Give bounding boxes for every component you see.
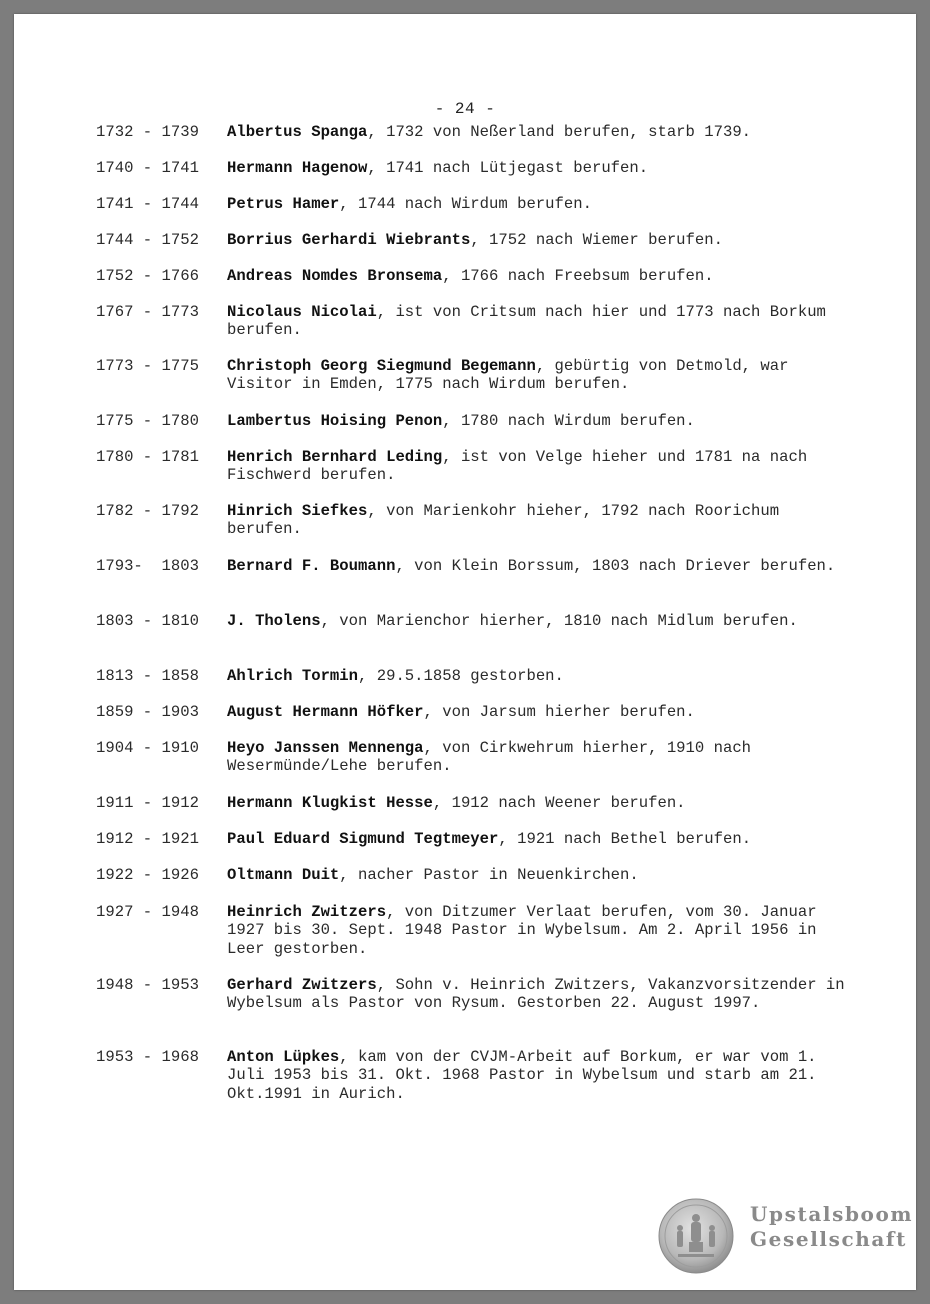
list-item xyxy=(96,667,857,685)
entry-name: Ahlrich Tormin xyxy=(227,667,359,685)
entry-text: , von Klein Borssum, 1803 nach Driever berufen. xyxy=(395,557,836,575)
list-item xyxy=(96,976,857,1013)
entry-body xyxy=(227,448,857,485)
entry-text: , 1766 nach Freebsum berufen. xyxy=(442,267,714,285)
entry-years: 1793- 1803 xyxy=(96,557,199,575)
entry-text: , von Ditzumer Verlaat berufen, vom 30. Januar 1927 bis 30. Sept. 1948 Pastor in Wybelsum. Am 2. April 1956 in Leer gestorben. xyxy=(227,903,817,958)
list-item xyxy=(96,195,857,213)
entry-years: 1953 - 1968 xyxy=(96,1048,199,1066)
list-item xyxy=(96,557,857,575)
entry-body xyxy=(227,159,857,177)
list-item xyxy=(96,412,857,430)
entry-years: 1859 - 1903 xyxy=(96,703,199,721)
entry-body xyxy=(227,794,857,812)
entry-body xyxy=(227,703,857,721)
entry-text: , 1780 nach Wirdum berufen. xyxy=(442,412,695,430)
entry-body xyxy=(227,667,857,685)
entry-name: Heinrich Zwitzers xyxy=(227,903,387,921)
document-page xyxy=(14,14,916,1290)
entry-text: , 1741 nach Lütjegast berufen. xyxy=(367,159,649,177)
entry-text: , 1921 nach Bethel berufen. xyxy=(498,830,752,848)
society-logo xyxy=(658,1198,914,1278)
entry-name: Lambertus Hoising Penon xyxy=(227,412,443,430)
entry-years: 1782 - 1792 xyxy=(96,502,199,520)
entry-name: Oltmann Duit xyxy=(227,866,340,884)
list-item xyxy=(96,448,857,485)
entry-years: 1904 - 1910 xyxy=(96,739,199,757)
entry-name: Nicolaus Nicolai xyxy=(227,303,377,321)
list-item xyxy=(96,123,857,141)
list-item xyxy=(96,794,857,812)
entry-body xyxy=(227,123,857,141)
entry-body xyxy=(227,502,857,539)
entry-name: J. Tholens xyxy=(227,612,321,630)
entry-text: , von Cirkwehrum hierher, 1910 nach Wesermünde/Lehe berufen. xyxy=(227,739,752,776)
entry-years: 1813 - 1858 xyxy=(96,667,199,685)
entry-body xyxy=(227,866,857,884)
list-item xyxy=(96,612,857,630)
logo-line-2: Gesellschaft xyxy=(750,1227,907,1251)
list-item xyxy=(96,502,857,539)
list-item xyxy=(96,703,857,721)
entry-text: , von Jarsum hierher berufen. xyxy=(423,703,695,721)
entry-text: , 29.5.1858 gestorben. xyxy=(358,667,564,685)
entry-text: , von Marienchor hierher, 1810 nach Midlum berufen. xyxy=(320,612,798,630)
list-item xyxy=(96,159,857,177)
entry-years: 1927 - 1948 xyxy=(96,903,199,921)
list-item xyxy=(96,1048,857,1103)
entry-name: Henrich Bernhard Leding xyxy=(227,448,443,466)
entry-body xyxy=(227,557,857,575)
list-item xyxy=(96,739,857,776)
entry-years: 1767 - 1773 xyxy=(96,303,199,321)
entry-body xyxy=(227,739,857,776)
seal-icon xyxy=(658,1198,734,1274)
entry-name: Hermann Hagenow xyxy=(227,159,368,177)
entry-body xyxy=(227,903,857,958)
entry-name: Christoph Georg Siegmund Begemann xyxy=(227,357,536,375)
entry-name: Anton Lüpkes xyxy=(227,1048,340,1066)
entry-years: 1741 - 1744 xyxy=(96,195,199,213)
entry-text: , 1912 nach Weener berufen. xyxy=(432,794,686,812)
entry-years: 1773 - 1775 xyxy=(96,357,199,375)
entry-years: 1803 - 1810 xyxy=(96,612,199,630)
entry-years: 1912 - 1921 xyxy=(96,830,199,848)
entry-years: 1922 - 1926 xyxy=(96,866,199,884)
entry-name: Borrius Gerhardi Wiebrants xyxy=(227,231,471,249)
entry-body xyxy=(227,612,857,630)
entry-years: 1948 - 1953 xyxy=(96,976,199,994)
entry-body xyxy=(227,303,857,340)
entry-name: Andreas Nomdes Bronsema xyxy=(227,267,443,285)
entry-years: 1740 - 1741 xyxy=(96,159,199,177)
entry-name: August Hermann Höfker xyxy=(227,703,424,721)
entry-body xyxy=(227,195,857,213)
entry-text: , von Marienkohr hieher, 1792 nach Roorichum berufen. xyxy=(227,502,780,539)
entry-text: , 1752 nach Wiemer berufen. xyxy=(470,231,723,249)
entry-text: , 1744 nach Wirdum berufen. xyxy=(339,195,592,213)
page-number: - 24 - xyxy=(434,100,496,118)
entry-body xyxy=(227,412,857,430)
list-item xyxy=(96,231,857,249)
logo-line-1: Upstalsboom xyxy=(750,1202,914,1226)
entry-text: , gebürtig von Detmold, war Visitor in Emden, 1775 nach Wirdum berufen. xyxy=(227,357,789,394)
entry-body xyxy=(227,1048,857,1103)
list-item xyxy=(96,830,857,848)
entry-text: , Sohn v. Heinrich Zwitzers, Vakanzvorsitzender in Wybelsum als Pastor von Rysum. Gestorben 22. August 1997. xyxy=(227,976,845,1013)
list-item xyxy=(96,866,857,884)
entry-name: Hinrich Siefkes xyxy=(227,502,368,520)
entry-text: , 1732 von Neßerland berufen, starb 1739. xyxy=(367,123,752,141)
entry-body xyxy=(227,976,857,1013)
entry-name: Heyo Janssen Mennenga xyxy=(227,739,424,757)
entry-text: , kam von der CVJM-Arbeit auf Borkum, er war vom 1. Juli 1953 bis 31. Okt. 1968 Pastor in Wybelsum und starb am 21. Okt.1991 in Aurich. xyxy=(227,1048,817,1103)
entry-name: Gerhard Zwitzers xyxy=(227,976,377,994)
entry-years: 1780 - 1781 xyxy=(96,448,199,466)
entry-years: 1744 - 1752 xyxy=(96,231,199,249)
entry-name: Petrus Hamer xyxy=(227,195,340,213)
list-item xyxy=(96,903,857,958)
entry-name: Paul Eduard Sigmund Tegtmeyer xyxy=(227,830,499,848)
list-item xyxy=(96,303,857,340)
entry-text: , ist von Velge hieher und 1781 na nach Fischwerd berufen. xyxy=(227,448,808,485)
entry-body xyxy=(227,357,857,394)
entry-text: , ist von Critsum nach hier und 1773 nach Borkum berufen. xyxy=(227,303,826,340)
entry-name: Bernard F. Boumann xyxy=(227,557,396,575)
entry-years: 1752 - 1766 xyxy=(96,267,199,285)
entry-years: 1775 - 1780 xyxy=(96,412,199,430)
entry-body xyxy=(227,231,857,249)
entry-name: Albertus Spanga xyxy=(227,123,368,141)
entry-body xyxy=(227,830,857,848)
list-item xyxy=(96,267,857,285)
entry-body xyxy=(227,267,857,285)
list-item xyxy=(96,357,857,394)
entry-years: 1911 - 1912 xyxy=(96,794,199,812)
entry-text: , nacher Pastor in Neuenkirchen. xyxy=(339,866,639,884)
logo-text xyxy=(750,1202,913,1252)
entry-years: 1732 - 1739 xyxy=(96,123,199,141)
entry-name: Hermann Klugkist Hesse xyxy=(227,794,433,812)
